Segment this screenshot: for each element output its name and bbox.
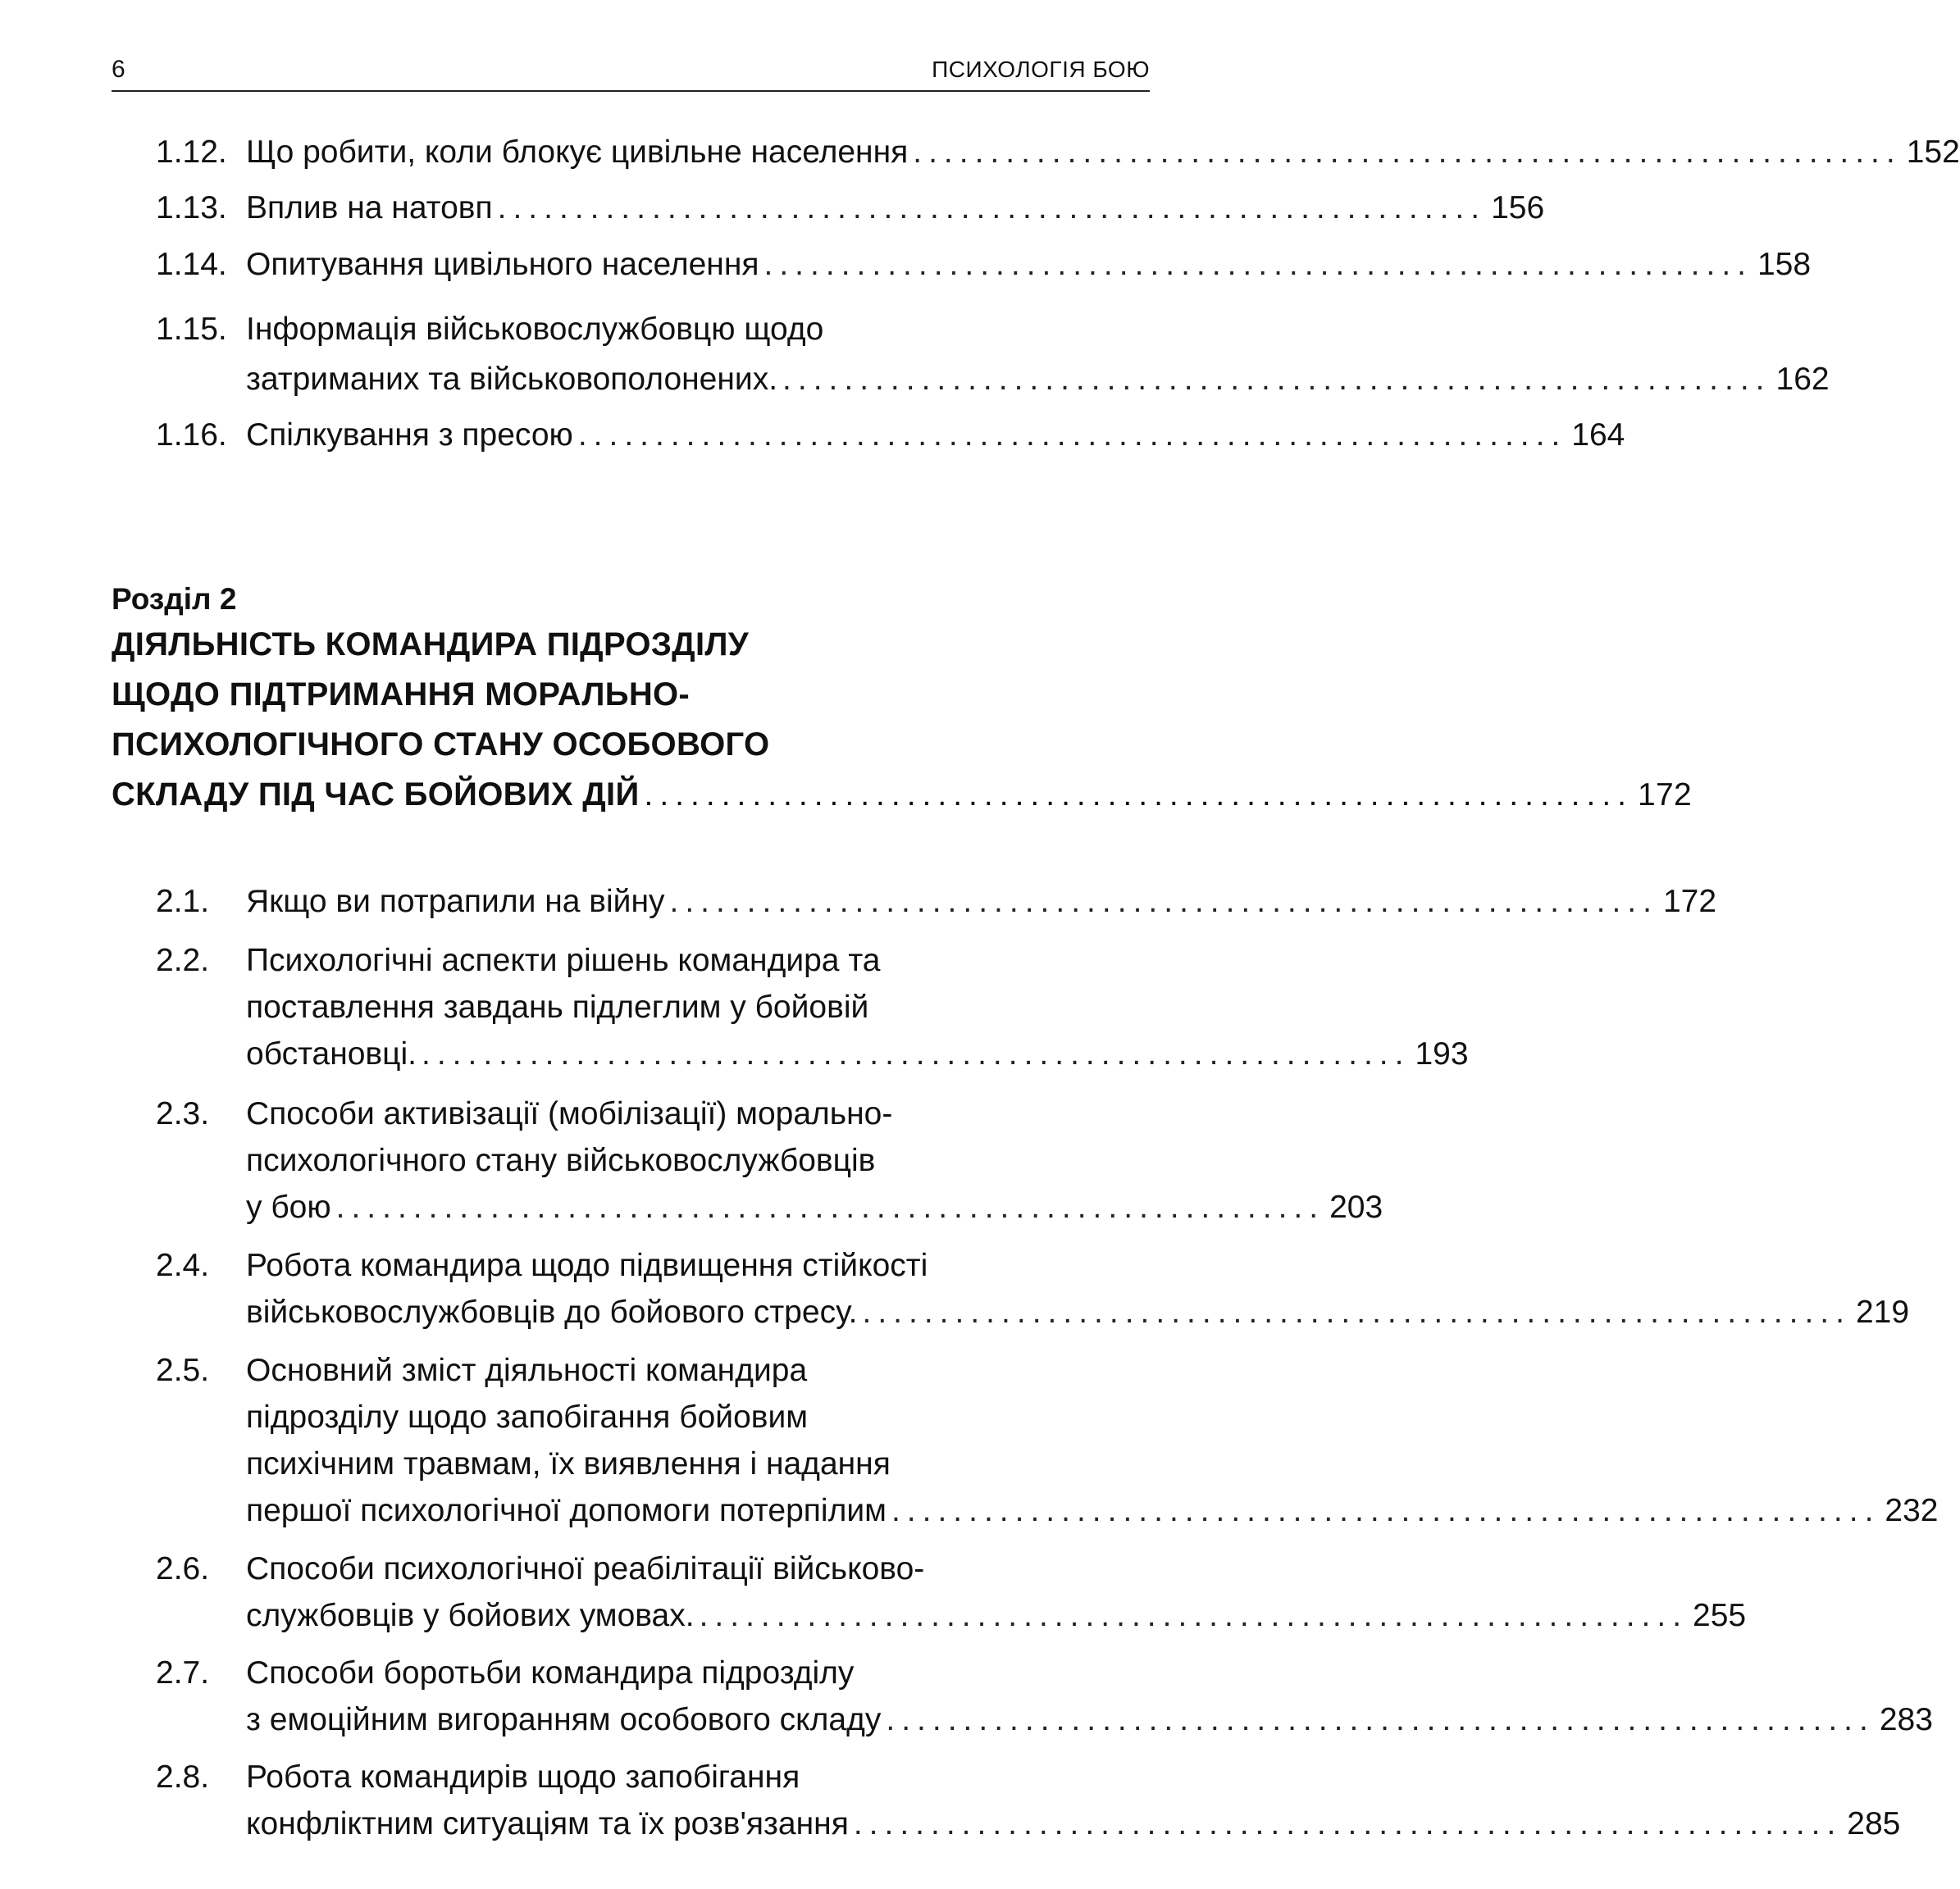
leader-dots: ................................................................	[335, 1190, 1325, 1225]
toc-entry-title: конфліктним ситуаціям та їх розв'язання	[246, 1806, 849, 1841]
toc-entry-number: 2.3.	[156, 1096, 210, 1131]
leader-dots: ................................................................	[577, 417, 1567, 453]
toc-entry-number: 2.4.	[156, 1248, 210, 1283]
toc-entry-page: 285	[1847, 1806, 1901, 1841]
leader-dots: ................................................................	[886, 1702, 1875, 1737]
toc-entry-page: 162	[1775, 362, 1830, 397]
leader-dots: ................................................................	[891, 1493, 1880, 1528]
toc-entry-title-line: Робота командирів щодо запобігання	[246, 1759, 800, 1795]
section-heading[interactable]	[112, 579, 1692, 820]
toc-entry-title: Вплив на натовп	[246, 190, 493, 225]
section-title-line: ЩОДО ПІДТРИМАННЯ МОРАЛЬНО-	[112, 676, 691, 712]
toc-entry-number: 1.16.	[156, 417, 227, 453]
toc-entry-number: 1.12.	[156, 134, 227, 170]
leader-dots: ................................................................	[699, 1598, 1689, 1633]
toc-entry-number: 2.1.	[156, 884, 210, 919]
leader-dots: ................................................................	[782, 362, 1771, 397]
toc-entry-title-line: Робота командира щодо підвищення стійкості	[246, 1248, 928, 1283]
toc-entry-number: 1.15.	[156, 312, 227, 347]
toc-entry-number: 2.7.	[156, 1655, 210, 1691]
toc-entry-title-line: підрозділу щодо запобігання бойовим	[246, 1400, 809, 1435]
toc-entry-page: 158	[1757, 247, 1812, 282]
toc-entry-title-line: поставлення завдань підлеглим у бойовій	[246, 990, 869, 1025]
toc-entry-title-line: Способи психологічної реабілітації військово-	[246, 1551, 925, 1586]
leader-dots: ................................................................	[862, 1295, 1851, 1330]
leader-dots: ................................................................	[644, 777, 1633, 812]
toc-entry-number: 2.5.	[156, 1353, 210, 1388]
leader-dots: ................................................................	[763, 247, 1753, 282]
toc-entry-title-line: психічним травмам, їх виявлення і надання	[246, 1446, 891, 1482]
toc-entry-page: 193	[1415, 1036, 1469, 1072]
section-title-line: ПСИХОЛОГІЧНОГО СТАНУ ОСОБОВОГО	[112, 726, 770, 762]
toc-entry-title-line: Основний зміст діяльності командира	[246, 1353, 808, 1388]
toc-entry-number: 1.13.	[156, 190, 227, 225]
toc-entry-title: затриманих та військовополонених.	[246, 362, 778, 397]
toc-entry-title: Опитування цивільного населення	[246, 247, 759, 282]
leader-dots: ................................................................	[913, 134, 1902, 170]
toc-entry-title: військовослужбовців до бойового стресу.	[246, 1295, 858, 1330]
running-title: ПСИХОЛОГІЯ БОЮ	[932, 57, 1150, 82]
toc-entry-page: 219	[1855, 1295, 1910, 1330]
page-header	[112, 52, 1150, 92]
section-page: 172	[1637, 777, 1692, 812]
leader-dots: ................................................................	[853, 1806, 1843, 1841]
leader-dots: ................................................................	[669, 884, 1658, 919]
toc-entry-title-line: Способи активізації (мобілізації) морально-	[246, 1096, 893, 1131]
toc-entry-page: 255	[1693, 1598, 1747, 1633]
toc-entry-page: 156	[1491, 190, 1545, 225]
toc-entry-title: Що робити, коли блокує цивільне населення	[246, 134, 909, 170]
section-title-line: СКЛАДУ ПІД ЧАС БОЙОВИХ ДІЙ	[112, 776, 640, 812]
toc-entry-number: 1.14.	[156, 247, 227, 282]
toc-entry-number: 2.2.	[156, 943, 210, 978]
toc-entry-title-line: Інформація військовослужбовцю щодо	[246, 312, 824, 347]
section-label: Розділ 2	[112, 582, 237, 616]
toc-entry-page: 232	[1885, 1493, 1939, 1528]
toc-entry-number: 2.8.	[156, 1759, 210, 1795]
toc-entry-title-line: Психологічні аспекти рішень командира та	[246, 943, 881, 978]
toc-entry-title-line: психологічного стану військовослужбовців	[246, 1143, 876, 1178]
toc-entry-page: 172	[1662, 884, 1717, 919]
toc-entry-title: службовців у бойових умовах.	[246, 1598, 695, 1633]
toc-entry-title: обстановці.	[246, 1036, 417, 1072]
toc-entry-page: 203	[1329, 1190, 1383, 1225]
leader-dots: ................................................................	[422, 1036, 1411, 1072]
toc-entry-number: 2.6.	[156, 1551, 210, 1586]
toc-entry-title: з емоційним вигоранням особового складу	[246, 1702, 882, 1737]
section-title-line: ДІЯЛЬНІСТЬ КОМАНДИРА ПІДРОЗДІЛУ	[112, 626, 749, 662]
page-number: 6	[112, 56, 125, 83]
toc-entry-page: 152	[1906, 134, 1960, 170]
toc-entry-page: 283	[1879, 1702, 1933, 1737]
toc-entry-title: у бою	[246, 1190, 331, 1225]
toc-entry-title: першої психологічної допомоги потерпілим	[246, 1493, 887, 1528]
toc-entry-title: Спілкування з пресою	[246, 417, 573, 453]
toc-entry-page: 164	[1571, 417, 1625, 453]
leader-dots: ................................................................	[497, 190, 1487, 225]
toc-entry-title-line: Способи боротьби командира підрозділу	[246, 1655, 855, 1691]
toc-entry-title: Якщо ви потрапили на війну	[246, 884, 665, 919]
